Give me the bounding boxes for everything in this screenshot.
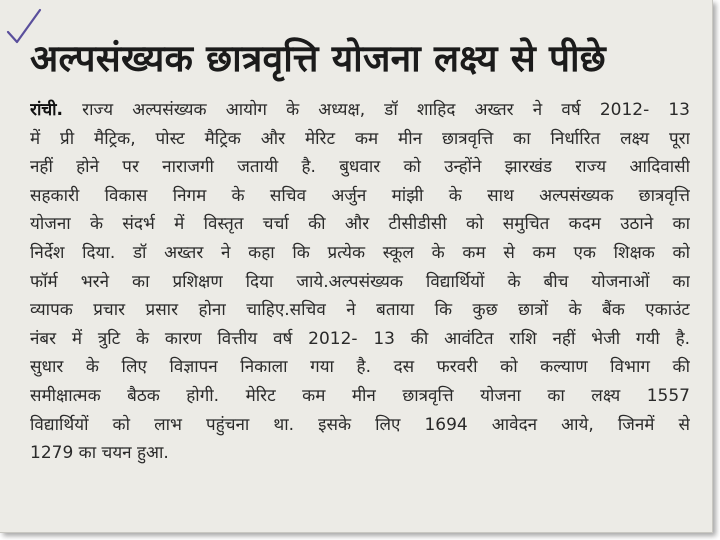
article-dateline: रांची.	[30, 100, 64, 120]
article-line: सुधार के लिए विज्ञापन निकाला गया है. दस फरवरी को कल्याण विभाग की	[30, 357, 690, 378]
article-line: 1279 का चयन हुआ.	[30, 443, 169, 464]
article-line: व्यापक प्रचार प्रसार होना चाहिए.सचिव ने बताया कि कुछ छात्रों के बैंक एकाउंट	[30, 300, 690, 321]
article-headline: अल्पसंख्यक छात्रवृत्ति योजना लक्ष्य से पीछे	[30, 37, 606, 80]
article-body	[30, 96, 690, 468]
article-line: निर्देश दिया. डॉ अख्तर ने कहा कि प्रत्येक स्कूल के कम से कम एक शिक्षक को	[30, 242, 690, 263]
article-line: नंबर में त्रुटि के कारण वित्तीय वर्ष 2012- 13 की आवंटित राशि नहीं भेजी गयी है.	[30, 328, 690, 349]
article-line: फॉर्म भरने का प्रशिक्षण दिया जाये.अल्पसंख्यक विद्यार्थियों के बीच योजनाओं का	[30, 271, 690, 292]
article-line: समीक्षात्मक बैठक होगी. मेरिट कम मीन छात्रवृत्ति योजना का लक्ष्य 1557	[30, 385, 690, 406]
article-line: योजना के संदर्भ में विस्तृत चर्चा की और टीसीडीसी को समुचित कदम उठाने का	[30, 214, 690, 235]
article-line: सहकारी विकास निगम के सचिव अर्जुन मांझी के साथ अल्पसंख्यक छात्रवृत्ति	[30, 185, 690, 206]
article-line-text: राज्य अल्पसंख्यक आयोग के अध्यक्ष, डॉ शाहिद अख्तर ने वर्ष 2012- 13	[63, 100, 690, 120]
article-line	[30, 96, 690, 125]
article-line: में प्री मैट्रिक, पोस्ट मैट्रिक और मेरिट कम मीन छात्रवृत्ति का निर्धारित लक्ष्य पूरा	[30, 128, 690, 149]
article-line: विद्यार्थियों को लाभ पहुंचना था. इसके लिए 1694 आवेदन आये, जिनमें से	[30, 414, 690, 435]
article-line: नहीं होने पर नाराजगी जतायी है. बुधवार को उन्होंने झारखंड राज्य आदिवासी	[30, 157, 690, 178]
